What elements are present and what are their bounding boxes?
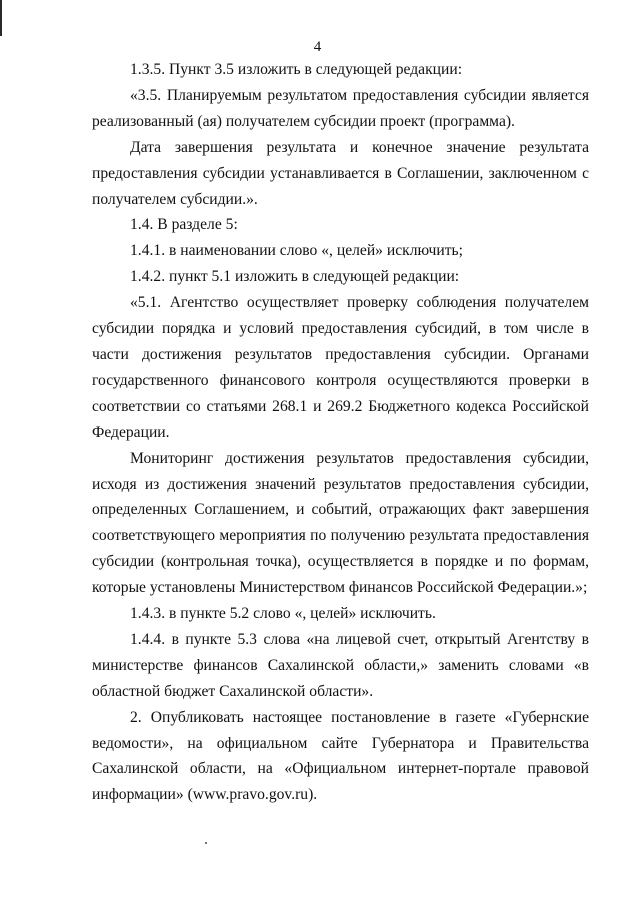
paragraph-3-5-quote: «3.5. Планируемым результатом предоставления субсидии является реализованный (ая) получателем субсидии проект (программа).	[92, 86, 589, 130]
paragraph-1-4-3: 1.4.3. в пункте 5.2 слово «, целей» исключить.	[130, 605, 436, 623]
paragraph-1-4: 1.4. В разделе 5:	[130, 216, 238, 234]
document-body	[92, 57, 589, 808]
page-number: 4	[313, 39, 322, 55]
paragraph-1-4-4: 1.4.4. в пункте 5.3 слова «на лицевой счет, открытый Агентству в министерстве финансов Сахалинской области,» заменить словами «в областной бюджет Сахалинской области».	[92, 630, 589, 700]
paragraph-1-4-2: 1.4.2. пункт 5.1 изложить в следующей редакции:	[130, 268, 460, 286]
paragraph-2-publish: 2. Опубликовать настоящее постановление в газете «Губернские ведомости», на официальном сайте Губернатора и Правительства Сахалинской области, на «Официальном интернет-портале правовой информации» (www.pravo.gov.ru).	[92, 708, 589, 804]
paragraph-1-3-5: 1.3.5. Пункт 3.5 изложить в следующей редакции:	[130, 61, 463, 78]
paragraph-monitoring: Мониторинг достижения результатов предоставления субсидии, исходя из достижения значений результатов предоставления субсидии, определенных Соглашением, и событий, отражающих факт завершения соответствующего мероприятия по получению результата предоставления субсидии (контрольная точка), осуществляется в порядке и по формам, которые установлены Министерством финансов Российской Федерации.»;	[92, 449, 589, 597]
paragraph-completion-date: Дата завершения результата и конечное значение результата предоставления субсидии устанавливается в Соглашении, заключенном с получателем субсидии.».	[92, 138, 589, 208]
scan-edge-mark	[0, 0, 2, 36]
scan-speck	[205, 842, 207, 844]
paragraph-5-1-quote: «5.1. Агентство осуществляет проверку соблюдения получателем субсидии порядка и условий предоставления субсидий, в том числе в части достижения результатов предоставления субсидии. Органами государственного финансового контроля осуществляются проверки в соответствии со статьями 268.1 и 269.2 Бюджетного кодекса Российской Федерации.	[92, 294, 589, 441]
paragraph-1-4-1: 1.4.1. в наименовании слово «, целей» исключить;	[130, 242, 463, 260]
